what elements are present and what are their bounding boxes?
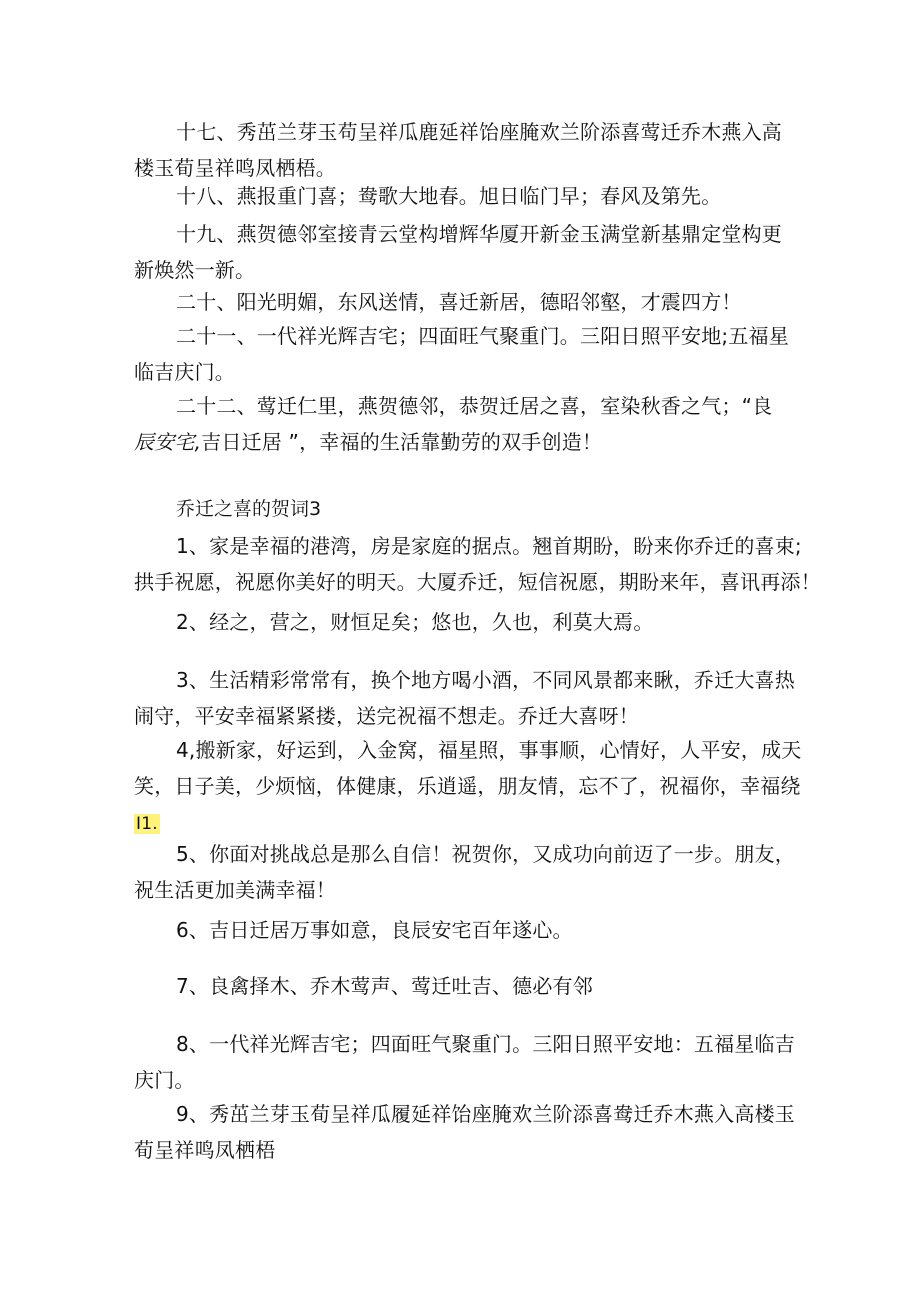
paragraph-line: 二十二、莺迁仁里，燕贺德邻，恭贺迁居之喜，室染秋香之气；“良 [176, 394, 773, 418]
paragraph-19 [134, 216, 794, 288]
paragraph-20 [134, 284, 794, 320]
paragraph-line: 5、你面对挑战总是那么自信！祝贺你，又成功向前迈了一步。朋友， [176, 842, 795, 866]
list-item-2 [134, 604, 794, 640]
paragraph-line: 2、经之，营之，财恒足矣；悠也，久也，利莫大焉。 [176, 610, 654, 634]
list-item-9 [134, 1096, 794, 1168]
paragraph-line: 笑，日子美，少烦恼，体健康，乐逍遥，朋友情，忘不了，祝福你，幸福绕 [134, 774, 801, 798]
paragraph-line: 祝生活更加美满幸福！ [134, 878, 336, 902]
paragraph-line: 1、家是幸福的港湾，房是家庭的据点。翘首期盼，盼来你乔迁的喜束; [176, 534, 802, 558]
paragraph-text: 吉日迁居 ”，幸福的生活靠勤劳的双手创造！ [201, 430, 603, 454]
paragraph-line: 6、吉日迁居万事如意，良辰安宅百年遂心。 [176, 918, 573, 942]
paragraph-line: 庆门。 [134, 1068, 195, 1092]
paragraph-line: 新焕然一新。 [134, 258, 256, 282]
paragraph-line: 4,搬新家，好运到，入金窝，福星照，事事顺，心情好，人平安，成天 [176, 738, 802, 762]
paragraph-line: 3、生活精彩常常有，换个地方喝小酒，不同风景都来瞅，乔迁大喜热 [176, 668, 795, 692]
paragraph-line: 十七、秀茁兰芽玉苟呈祥瓜鹿延祥饴座腌欢兰阶添喜莺迁乔木燕入高 [176, 120, 782, 144]
paragraph-line [134, 424, 794, 460]
paragraph-line: 十八、燕报重门喜；鸯歌大地春。旭日临门早；春风及第先。 [176, 184, 722, 208]
paragraph-line: 7、良禽择木、乔木莺声、莺迁吐吉、德必有邻 [176, 974, 593, 998]
paragraph-line: 9、秀茁兰芽玉荀呈祥瓜履延祥饴座腌欢兰阶添喜鸯迁乔木燕入高楼玉 [176, 1102, 795, 1126]
paragraph-line: 荀呈祥鸣凤栖梧 [134, 1138, 276, 1162]
paragraph-line [134, 804, 794, 840]
paragraph-21 [134, 318, 794, 390]
list-item-8 [134, 1026, 794, 1098]
list-item-3 [134, 662, 794, 734]
paragraph-line: 拱手祝愿，祝愿你美好的明天。大厦乔迁，短信祝愿，期盼来年，喜讯再添！ [134, 570, 821, 594]
italic-text: 辰安宅, [134, 430, 202, 454]
list-item-4 [134, 732, 802, 840]
paragraph-line: 楼玉荀呈祥鸣凤栖梧。 [134, 156, 336, 180]
paragraph-18 [134, 178, 794, 214]
paragraph-17 [134, 114, 794, 186]
section-title: 乔迁之喜的贺词3 [176, 498, 322, 520]
list-item-5 [134, 836, 794, 908]
highlighted-text: I1. [136, 814, 158, 834]
paragraph-line: 二十一、一代祥光辉吉宅；四面旺气聚重门。三阳日照平安地;五福星 [176, 324, 789, 348]
paragraph-line: 二十、阳光明媚，东风送情，喜迁新居，德昭邻壑，才震四方！ [176, 290, 742, 314]
paragraph-22 [134, 388, 794, 460]
paragraph-line: 十九、燕贺德邻室接青云堂构增辉华厦开新金玉满堂新基鼎定堂构更 [176, 222, 782, 246]
paragraph-line: 闹守，平安幸福紧紧搂，送完祝福不想走。乔迁大喜呀！ [134, 704, 639, 728]
paragraph-line: 8、一代祥光辉吉宅；四面旺气聚重门。三阳日照平安地：五福星临吉 [176, 1032, 795, 1056]
list-item-1 [134, 528, 821, 600]
list-item-7 [134, 968, 794, 1004]
list-item-6 [134, 912, 794, 948]
paragraph-line: 临吉庆门。 [134, 360, 235, 384]
